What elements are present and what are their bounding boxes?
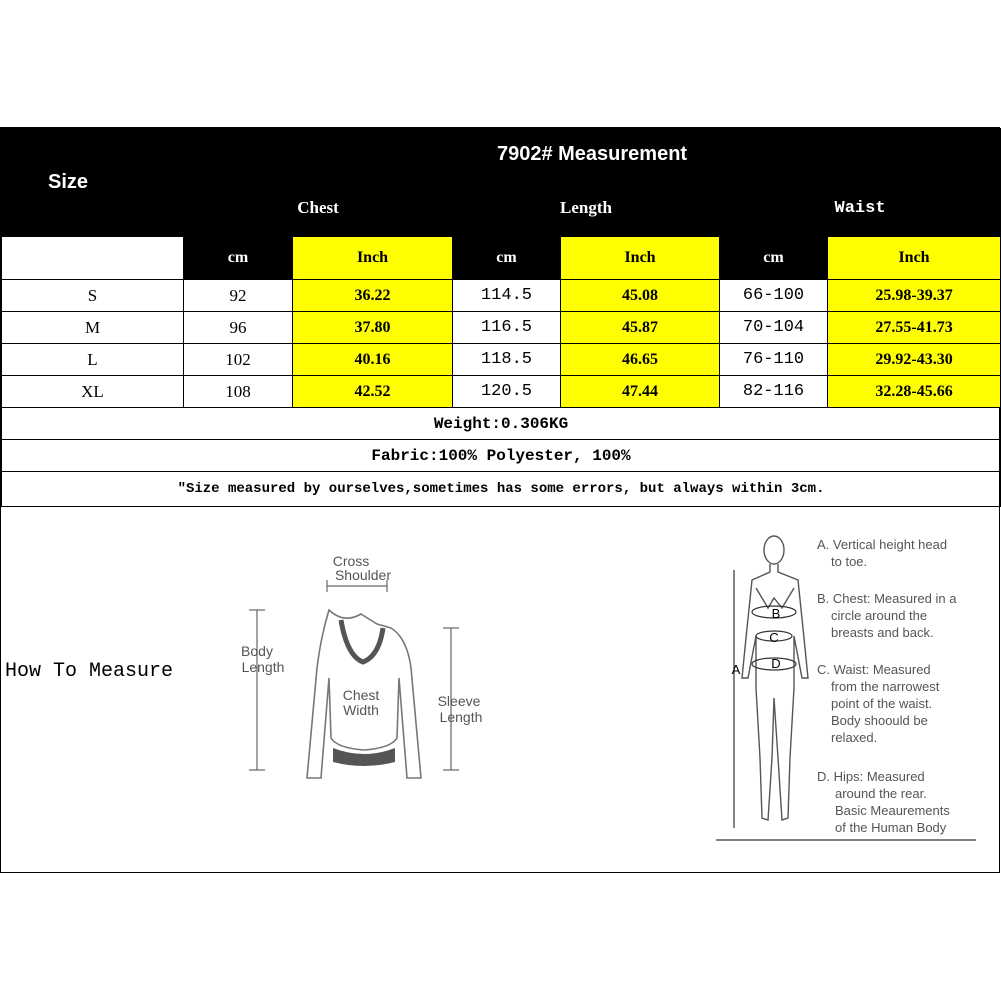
waist-inch-header: Inch (828, 237, 1001, 280)
table-row (2, 376, 1001, 408)
waist-cm-header: cm (720, 237, 828, 280)
length-inch-cell: 45.08 (561, 280, 720, 312)
length-inch-header: Inch (561, 237, 720, 280)
size-cell: L (2, 344, 184, 376)
cross-label-1: Cross (332, 553, 370, 569)
length-inch-cell: 45.87 (561, 312, 720, 344)
legend-line: relaxed. (831, 730, 878, 745)
waist-cm-cell: 76-110 (720, 344, 828, 376)
legend-item (817, 661, 939, 746)
length-cm-header: cm (453, 237, 561, 280)
table-row (2, 280, 1001, 312)
waist-cm-cell: 66-100 (720, 280, 828, 312)
size-unit-blank (2, 237, 184, 280)
marker-c: C (769, 630, 779, 645)
marker-b: B (771, 606, 781, 621)
how-to-measure-section (1, 508, 999, 874)
waist-inch-cell: 25.98-39.37 (828, 280, 1001, 312)
marker-d: D (771, 656, 781, 671)
legend-line: to toe. (831, 554, 868, 569)
table-row (2, 312, 1001, 344)
sleeve-length-label-1: Sleeve (437, 693, 481, 709)
waist-inch-cell: 32.28-45.66 (828, 376, 1001, 408)
legend-line: from the narrowest (831, 679, 940, 694)
legend-item (817, 536, 947, 570)
size-cell: S (2, 280, 184, 312)
length-cm-cell: 114.5 (453, 280, 561, 312)
weight-info: Weight:0.306KG (2, 408, 1001, 440)
chest-inch-cell: 40.16 (293, 344, 453, 376)
legend-item (817, 768, 950, 836)
legend-line: circle around the (831, 608, 928, 623)
chest-cm-cell: 96 (184, 312, 293, 344)
legend-line: breasts and back. (831, 625, 934, 640)
body-outline (742, 536, 808, 820)
legend-line: C. Waist: Measured (817, 662, 931, 677)
body-length-label-1: Body (241, 643, 273, 659)
how-to-measure-label: How To Measure (5, 660, 174, 683)
legend-line: around the rear. (835, 786, 927, 801)
chest-width-label-1: Chest (342, 687, 380, 703)
legend-line: D. Hips: Measured (817, 769, 925, 784)
size-cell: XL (2, 376, 184, 408)
waist-header: Waist (720, 180, 1001, 237)
legend-line: B. Chest: Measured in a (817, 591, 957, 606)
chest-inch-cell: 36.22 (293, 280, 453, 312)
chest-cm-cell: 92 (184, 280, 293, 312)
size-cell: M (2, 312, 184, 344)
sleeve-length-label-2: Length (439, 709, 483, 725)
chest-inch-header: Inch (293, 237, 453, 280)
length-inch-cell: 46.65 (561, 344, 720, 376)
legend-line: Basic Meaurements (835, 803, 950, 818)
waist-inch-cell: 29.92-43.30 (828, 344, 1001, 376)
chest-inch-cell: 42.52 (293, 376, 453, 408)
chest-width-label-2: Width (343, 702, 379, 718)
table-row (2, 344, 1001, 376)
fabric-info: Fabric:100% Polyester, 100% (2, 440, 1001, 472)
waist-inch-cell: 27.55-41.73 (828, 312, 1001, 344)
legend-line: of the Human Body (835, 820, 947, 835)
legend-line: point of the waist. (831, 696, 933, 711)
cross-label-2: Shoulder (334, 567, 392, 583)
length-cm-cell: 118.5 (453, 344, 561, 376)
chest-cm-header: cm (184, 237, 293, 280)
legend-line: Body shoould be (831, 713, 928, 728)
length-inch-cell: 47.44 (561, 376, 720, 408)
body-length-label-2: Length (241, 659, 285, 675)
chest-header: Chest (184, 180, 453, 237)
chest-inch-cell: 37.80 (293, 312, 453, 344)
waist-cm-cell: 82-116 (720, 376, 828, 408)
legend-item (817, 590, 956, 641)
waist-cm-cell: 70-104 (720, 312, 828, 344)
chest-cm-cell: 108 (184, 376, 293, 408)
size-table (1, 128, 1001, 507)
legend-line: A. Vertical height head (817, 537, 948, 552)
length-header: Length (453, 180, 720, 237)
length-cm-cell: 116.5 (453, 312, 561, 344)
marker-a: A (731, 662, 741, 677)
table-title: 7902# Measurement (184, 129, 1001, 180)
measure-lines (249, 580, 459, 770)
chest-cm-cell: 102 (184, 344, 293, 376)
size-chart-sheet (0, 127, 1000, 873)
garment-diagram (229, 548, 489, 788)
size-note: "Size measured by ourselves,sometimes has some errors, but always within 3cm. (2, 472, 1001, 507)
length-cm-cell: 120.5 (453, 376, 561, 408)
size-header: Size (2, 129, 184, 237)
